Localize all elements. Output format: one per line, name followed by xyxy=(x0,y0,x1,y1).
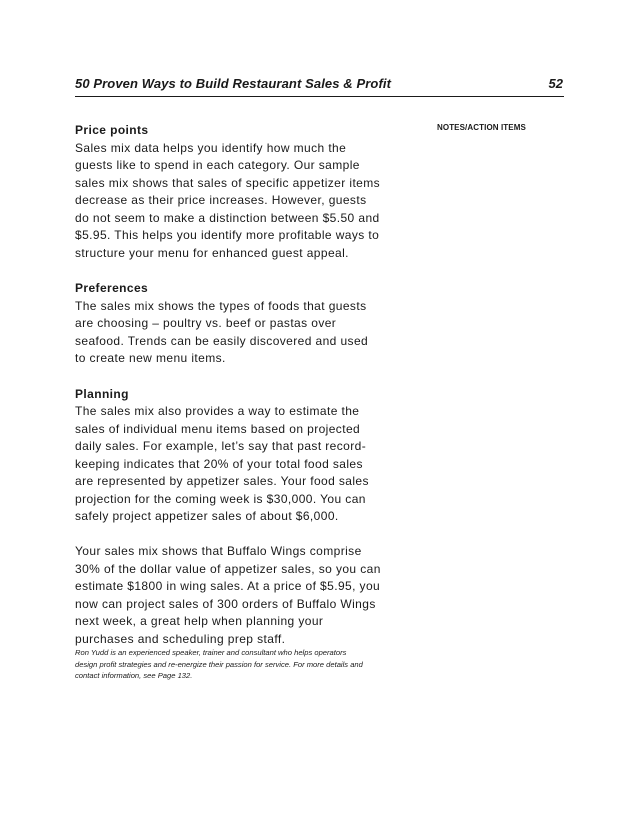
section-paragraph: Sales mix data helps you identify how much the guests like to spend in each category. Our sample sales mix shows that sales of specific appetizer items decrease as their price increases. However, guests do not seem to make a distinction between $5.50 and $5.95. This helps you identify more profitable ways to structure your menu for enhanced guest appeal. xyxy=(75,140,381,260)
section-heading: Planning xyxy=(75,386,129,401)
author-bio: Ron Yudd is an experienced speaker, trainer and consultant who helps operators design profit strategies and re-energize their passion for service. For more details and contact information, see Page 132. xyxy=(75,648,363,680)
page-header xyxy=(75,74,564,97)
section-paragraph: The sales mix also provides a way to estimate the sales of individual menu items based on projected daily sales. For example, let’s say that past record-keeping indicates that 20% of your total food sales are represented by appetizer sales. Your food sales projection for the coming week is $30,000. You can safely project appetizer sales of about $6,000. xyxy=(75,404,369,523)
notes-action-items-label: NOTES/ACTION ITEMS xyxy=(437,123,526,132)
section-preferences xyxy=(75,280,381,368)
section-price-points xyxy=(75,122,381,262)
section-planning xyxy=(75,386,381,649)
main-text-column xyxy=(75,122,381,666)
book-title: 50 Proven Ways to Build Restaurant Sales & Profit xyxy=(75,76,392,91)
section-paragraph: The sales mix shows the types of foods that guests are choosing – poultry vs. beef or pastas over seafood. Trends can be easily discovered and used to create new menu items. xyxy=(75,298,369,365)
section-paragraph: Your sales mix shows that Buffalo Wings comprise 30% of the dollar value of appetizer sales, so you can estimate $1800 in wing sales. At a price of $5.95, you now can project sales of 300 orders of Buffalo Wings next week, a great help when planning your purchases and scheduling prep staff. xyxy=(75,544,381,646)
section-heading: Price points xyxy=(75,123,149,137)
section-heading: Preferences xyxy=(75,281,149,295)
page-number: 52 xyxy=(548,76,563,91)
